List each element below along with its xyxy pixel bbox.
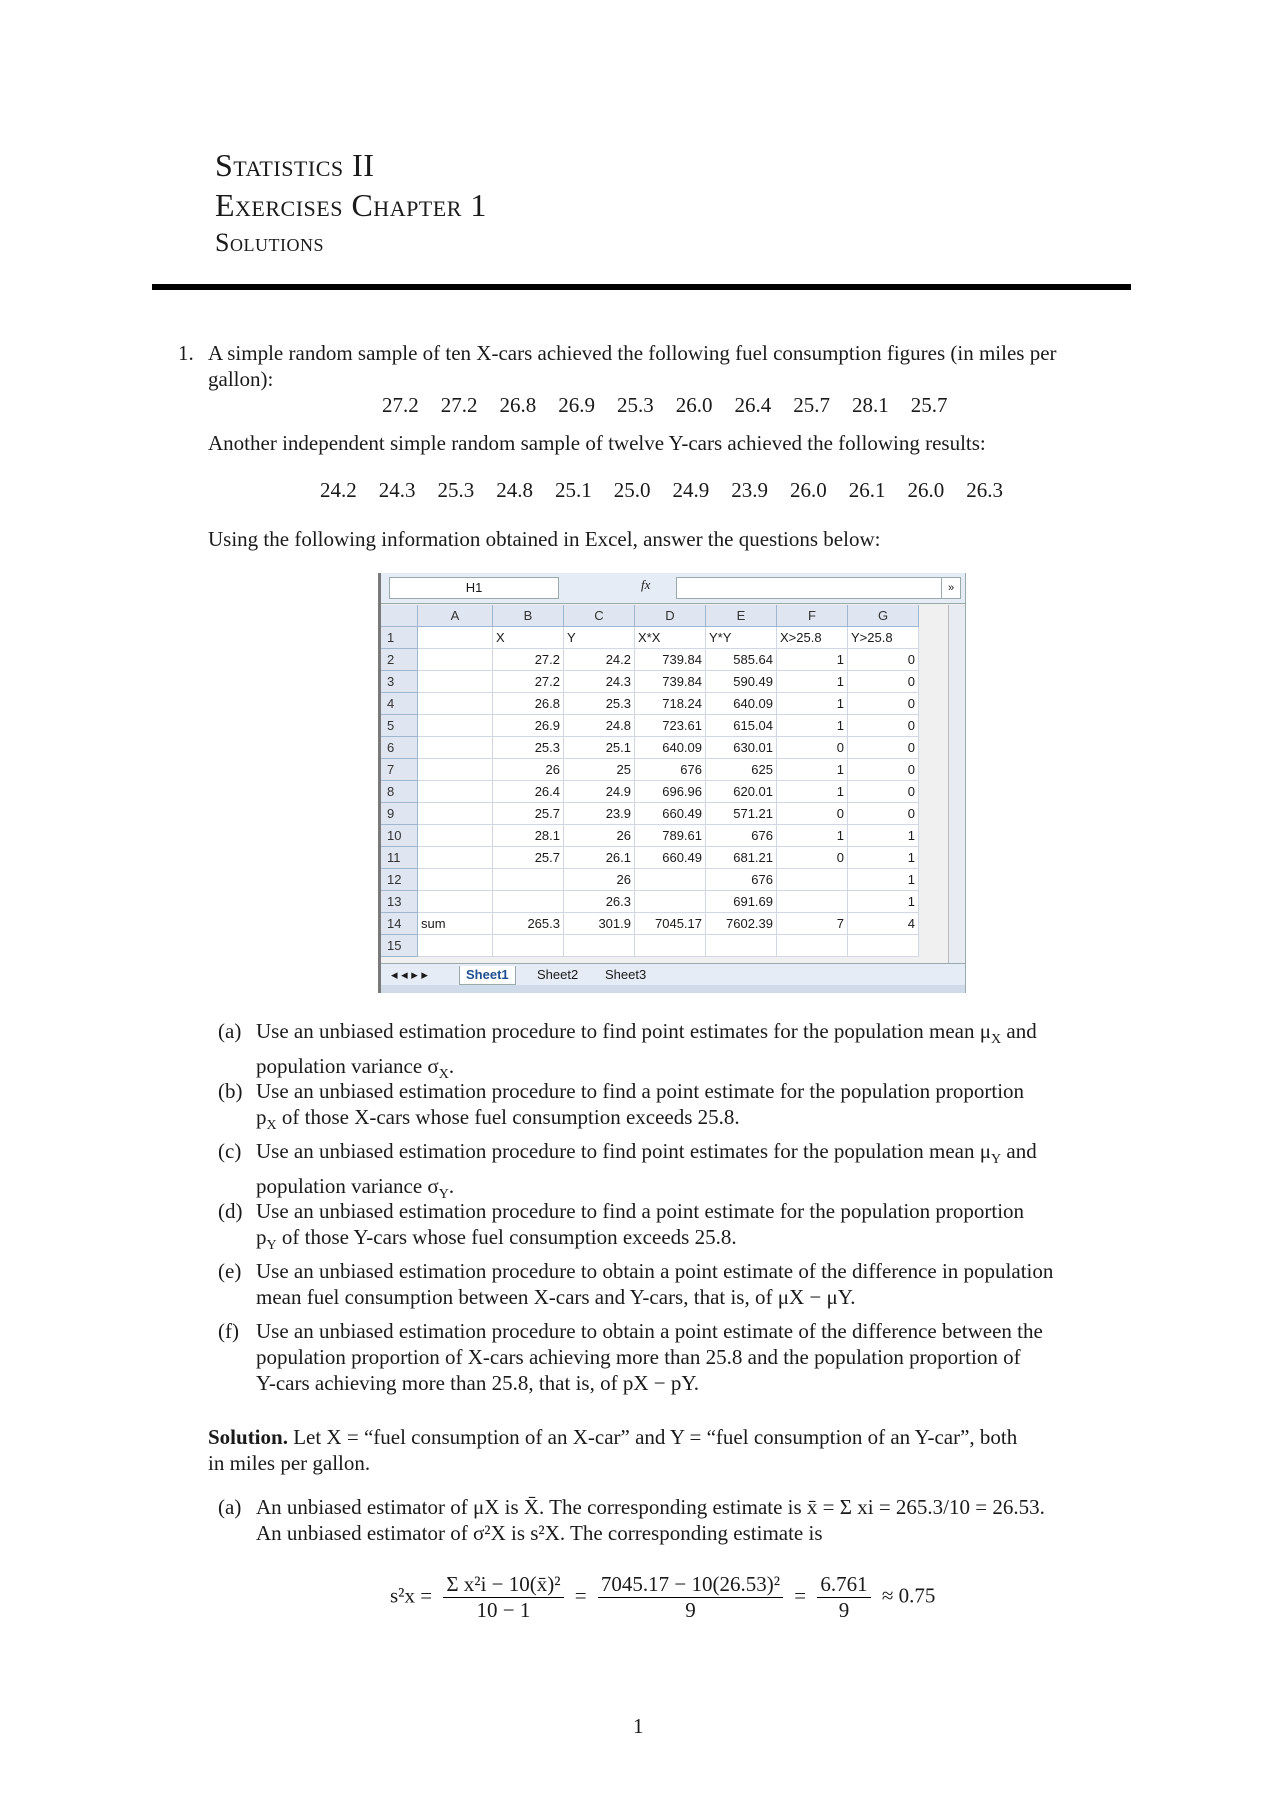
question-line1: Use an unbiased estimation procedure to obtain a point estimate of the difference between the xyxy=(256,1319,1043,1343)
value-cell: 25.1 xyxy=(555,478,592,502)
cell-b8[interactable]: 26.4 xyxy=(493,781,564,803)
question-label: (c) xyxy=(218,1139,242,1163)
name-box[interactable]: H1 xyxy=(389,577,559,599)
cell-g12[interactable]: 1 xyxy=(848,869,919,891)
cell-a4[interactable] xyxy=(418,693,493,715)
cell-c9[interactable]: 23.9 xyxy=(564,803,635,825)
solution-a-line2: An unbiased estimator of σ²X is s²X. The corresponding estimate is xyxy=(256,1521,823,1545)
cell-f4[interactable]: 1 xyxy=(777,693,848,715)
row-header[interactable]: 12 xyxy=(381,869,418,891)
question-line2: population variance σ xyxy=(256,1054,439,1079)
cell-f10[interactable]: 1 xyxy=(777,825,848,847)
row-header[interactable]: 15 xyxy=(381,935,418,957)
question-line3: Y-cars achieving more than 25.8, that is, of pX − pY. xyxy=(256,1371,700,1395)
table-row xyxy=(381,891,919,913)
question-label: (e) xyxy=(218,1259,242,1283)
cell-a9[interactable] xyxy=(418,803,493,825)
question-line1: Use an unbiased estimation procedure to obtain a point estimate of the difference in population xyxy=(256,1259,1054,1283)
eq-lhs: s²x = xyxy=(390,1583,433,1608)
cell-e5[interactable]: 615.04 xyxy=(706,715,777,737)
excel-intro: Using the following information obtained in Excel, answer the questions below: xyxy=(208,527,881,551)
value-cell: 25.3 xyxy=(617,393,654,417)
fx-icon[interactable]: fx xyxy=(641,577,651,592)
table-row xyxy=(381,803,919,825)
value-cell: 27.2 xyxy=(382,393,419,417)
cell-a10[interactable] xyxy=(418,825,493,847)
row-header[interactable]: 7 xyxy=(381,759,418,781)
column-header-g[interactable]: G xyxy=(848,605,919,627)
cell-d2[interactable]: 739.84 xyxy=(635,649,706,671)
chapter-title: Exercises Chapter 1 xyxy=(215,187,487,223)
cell-a15[interactable] xyxy=(418,935,493,957)
expand-formula-icon[interactable]: » xyxy=(941,577,961,599)
cell-e10[interactable]: 676 xyxy=(706,825,777,847)
question-line2-end: . xyxy=(448,1054,455,1079)
value-cell: 26.0 xyxy=(675,393,713,417)
column-header-d[interactable]: D xyxy=(635,605,706,627)
cell-g11[interactable]: 1 xyxy=(848,847,919,869)
subscript: X xyxy=(438,1067,449,1083)
cell-b1[interactable]: X xyxy=(493,627,564,649)
cell-e15[interactable] xyxy=(706,935,777,957)
cell-d13[interactable] xyxy=(635,891,706,913)
cell-f2[interactable]: 1 xyxy=(777,649,848,671)
cell-c2[interactable]: 24.2 xyxy=(564,649,635,671)
cell-d1[interactable]: X*X xyxy=(635,627,706,649)
cell-b7[interactable]: 26 xyxy=(493,759,564,781)
question-label: (b) xyxy=(218,1079,243,1103)
cell-c3[interactable]: 24.3 xyxy=(564,671,635,693)
cell-g2[interactable]: 0 xyxy=(848,649,919,671)
cell-f1[interactable]: X>25.8 xyxy=(777,627,848,649)
cell-e12[interactable]: 676 xyxy=(706,869,777,891)
value-cell: 24.3 xyxy=(378,478,416,502)
column-header-c[interactable]: C xyxy=(564,605,635,627)
cell-b6[interactable]: 25.3 xyxy=(493,737,564,759)
cell-g13[interactable]: 1 xyxy=(848,891,919,913)
table-row xyxy=(381,737,919,759)
cell-c5[interactable]: 24.8 xyxy=(564,715,635,737)
solution-line2: in miles per gallon. xyxy=(208,1451,371,1475)
select-all-corner[interactable] xyxy=(381,605,418,627)
cell-f8[interactable]: 1 xyxy=(777,781,848,803)
cell-g8[interactable]: 0 xyxy=(848,781,919,803)
row-header[interactable]: 9 xyxy=(381,803,418,825)
table-row xyxy=(381,649,919,671)
cell-c7[interactable]: 25 xyxy=(564,759,635,781)
cell-b14[interactable]: 265.3 xyxy=(493,913,564,935)
value-cell: 24.9 xyxy=(672,478,710,502)
cell-b11[interactable]: 25.7 xyxy=(493,847,564,869)
question-line2-end: . xyxy=(448,1174,455,1199)
subscript: Y xyxy=(991,1152,1002,1168)
column-header-b[interactable]: B xyxy=(493,605,564,627)
x-values-row xyxy=(382,393,970,418)
value-cell: 24.2 xyxy=(320,478,357,502)
cell-e13[interactable]: 691.69 xyxy=(706,891,777,913)
cell-b5[interactable]: 26.9 xyxy=(493,715,564,737)
value-cell: 24.8 xyxy=(496,478,533,502)
question-line2: population variance σ xyxy=(256,1174,439,1199)
cell-g14[interactable]: 4 xyxy=(848,913,919,935)
page-number: 1 xyxy=(633,1714,644,1738)
cell-c15[interactable] xyxy=(564,935,635,957)
question-line2: p xyxy=(256,1225,267,1249)
cell-a12[interactable] xyxy=(418,869,493,891)
row-header[interactable]: 13 xyxy=(381,891,418,913)
cell-g3[interactable]: 0 xyxy=(848,671,919,693)
column-header-e[interactable]: E xyxy=(706,605,777,627)
cell-c6[interactable]: 25.1 xyxy=(564,737,635,759)
cell-d14[interactable]: 7045.17 xyxy=(635,913,706,935)
status-bar xyxy=(381,985,965,993)
cell-e2[interactable]: 585.64 xyxy=(706,649,777,671)
question-line2: population proportion of X-cars achieving more than 25.8 and the population proportion of xyxy=(256,1345,1021,1369)
question-line2: mean fuel consumption between X-cars and Y-cars, that is, of μX − μY. xyxy=(256,1285,856,1309)
row-header[interactable]: 2 xyxy=(381,649,418,671)
row-header[interactable]: 5 xyxy=(381,715,418,737)
question-text xyxy=(256,1078,1136,1139)
cell-b9[interactable]: 25.7 xyxy=(493,803,564,825)
excel-screenshot xyxy=(378,573,966,993)
value-cell: 25.3 xyxy=(437,478,475,502)
cell-b10[interactable]: 28.1 xyxy=(493,825,564,847)
value-cell: 25.7 xyxy=(793,393,830,417)
question-line2-end: of those X-cars whose fuel consumption exceeds 25.8. xyxy=(276,1105,740,1129)
cell-g7[interactable]: 0 xyxy=(848,759,919,781)
cell-d4[interactable]: 718.24 xyxy=(635,693,706,715)
cell-c4[interactable]: 25.3 xyxy=(564,693,635,715)
solution-heading: Solution. xyxy=(208,1425,288,1449)
cell-c10[interactable]: 26 xyxy=(564,825,635,847)
table-row xyxy=(381,847,919,869)
value-cell: 26.1 xyxy=(848,478,886,502)
variance-equation: s²x = $\frac{\text{Σ x²i − 10(x̄)²}}{10 - 1}$ = $\frac{\text{7045.17 − 10(26.53)²}}{9}$ = $\frac{6.761}{9}$ ≈ 0.75 xyxy=(390,1572,936,1622)
question-line1: Use an unbiased estimation procedure to find point estimates for the population mean μ xyxy=(256,1019,991,1043)
tab-sheet3[interactable]: Sheet3 xyxy=(605,967,647,982)
value-cell: 27.2 xyxy=(440,393,478,417)
value-cell: 28.1 xyxy=(852,393,889,417)
cell-a14[interactable]: sum xyxy=(418,913,493,935)
table-row xyxy=(381,759,919,781)
cell-g10[interactable]: 1 xyxy=(848,825,919,847)
cell-d3[interactable]: 739.84 xyxy=(635,671,706,693)
table-row xyxy=(381,715,919,737)
question-text xyxy=(256,1258,1136,1310)
table-row xyxy=(381,913,919,935)
solution-intro xyxy=(208,1424,1138,1451)
cell-a13[interactable] xyxy=(418,891,493,913)
cell-f13[interactable] xyxy=(777,891,848,913)
course-title: Statistics II xyxy=(215,147,375,183)
table-row xyxy=(381,781,919,803)
table-row xyxy=(381,825,919,847)
cell-f5[interactable]: 1 xyxy=(777,715,848,737)
cell-g5[interactable]: 0 xyxy=(848,715,919,737)
row-header[interactable]: 8 xyxy=(381,781,418,803)
value-cell: 26.3 xyxy=(966,478,1003,502)
cell-c8[interactable]: 24.9 xyxy=(564,781,635,803)
row-header[interactable]: 4 xyxy=(381,693,418,715)
vertical-scrollbar[interactable] xyxy=(948,605,965,965)
cell-d7[interactable]: 676 xyxy=(635,759,706,781)
column-header-f[interactable]: F xyxy=(777,605,848,627)
cell-f9[interactable]: 0 xyxy=(777,803,848,825)
question-label: (a) xyxy=(218,1019,242,1043)
exercise-number: 1. xyxy=(178,341,194,365)
table-row xyxy=(381,671,919,693)
cell-f15[interactable] xyxy=(777,935,848,957)
cell-f11[interactable]: 0 xyxy=(777,847,848,869)
eq-frac2: $\frac{\text{7045.17 − 10(26.53)²}}{9}$ xyxy=(598,1572,783,1623)
cell-b3[interactable]: 27.2 xyxy=(493,671,564,693)
cell-a1[interactable] xyxy=(418,627,493,649)
cell-f12[interactable] xyxy=(777,869,848,891)
y-intro: Another independent simple random sample of twelve Y-cars achieved the following results: xyxy=(208,431,986,455)
value-cell: 26.4 xyxy=(734,393,772,417)
cell-d8[interactable]: 696.96 xyxy=(635,781,706,803)
value-cell: 25.7 xyxy=(910,393,948,417)
table-row xyxy=(381,627,919,649)
question-line1: Use an unbiased estimation procedure to find a point estimate for the population proportion xyxy=(256,1199,1025,1223)
row-header[interactable]: 1 xyxy=(381,627,418,649)
cell-e4[interactable]: 640.09 xyxy=(706,693,777,715)
cell-e1[interactable]: Y*Y xyxy=(706,627,777,649)
eq-frac1: $\frac{\text{Σ x²i − 10(x̄)²}}{10 - 1}$ xyxy=(443,1572,563,1623)
y-values-row xyxy=(320,478,1025,503)
value-cell: 26.8 xyxy=(499,393,537,417)
subscript: Y xyxy=(438,1187,449,1203)
cell-e14[interactable]: 7602.39 xyxy=(706,913,777,935)
row-header[interactable]: 3 xyxy=(381,671,418,693)
question-line1-end: and xyxy=(1001,1019,1037,1043)
cell-g1[interactable]: Y>25.8 xyxy=(848,627,919,649)
solution-line1: Let X = “fuel consumption of an X-car” and Y = “fuel consumption of an Y-car”, both xyxy=(287,1425,1018,1449)
solution-a-label: (a) xyxy=(218,1495,242,1519)
subscript: Y xyxy=(266,1238,277,1254)
cell-b4[interactable]: 26.8 xyxy=(493,693,564,715)
question-text xyxy=(256,1198,1136,1259)
tab-sheet1[interactable]: Sheet1 xyxy=(459,966,516,985)
cell-e3[interactable]: 590.49 xyxy=(706,671,777,693)
cell-f6[interactable]: 0 xyxy=(777,737,848,759)
value-cell: 26.0 xyxy=(907,478,945,502)
cell-e8[interactable]: 620.01 xyxy=(706,781,777,803)
cell-a11[interactable] xyxy=(418,847,493,869)
cell-f3[interactable]: 1 xyxy=(777,671,848,693)
title-block xyxy=(215,145,487,261)
formula-bar xyxy=(381,573,965,604)
tab-navigation-arrows[interactable]: ◂ ◂ ▸ ▸ xyxy=(391,967,428,982)
question-line1: Use an unbiased estimation procedure to find a point estimate for the population proportion xyxy=(256,1079,1025,1103)
cell-a3[interactable] xyxy=(418,671,493,693)
cell-d10[interactable]: 789.61 xyxy=(635,825,706,847)
cell-c12[interactable]: 26 xyxy=(564,869,635,891)
cell-b15[interactable] xyxy=(493,935,564,957)
value-cell: 25.0 xyxy=(613,478,651,502)
question-label: (d) xyxy=(218,1199,243,1223)
column-header-a[interactable]: A xyxy=(418,605,493,627)
question-text xyxy=(256,1318,1136,1396)
table-row xyxy=(381,935,919,957)
cell-d6[interactable]: 640.09 xyxy=(635,737,706,759)
row-header[interactable]: 14 xyxy=(381,913,418,935)
table-row xyxy=(381,869,919,891)
cell-a5[interactable] xyxy=(418,715,493,737)
subscript: X xyxy=(266,1118,277,1134)
cell-d9[interactable]: 660.49 xyxy=(635,803,706,825)
cell-a7[interactable] xyxy=(418,759,493,781)
exercise-intro-line2: gallon): xyxy=(208,367,274,391)
row-header[interactable]: 6 xyxy=(381,737,418,759)
row-header[interactable]: 10 xyxy=(381,825,418,847)
cell-f7[interactable]: 1 xyxy=(777,759,848,781)
exercise-intro-line1: A simple random sample of ten X-cars achieved the following fuel consumption figures (in miles per xyxy=(208,341,1057,365)
value-cell: 26.9 xyxy=(558,393,595,417)
cell-d12[interactable] xyxy=(635,869,706,891)
tab-sheet2[interactable]: Sheet2 xyxy=(537,967,579,982)
cell-d5[interactable]: 723.61 xyxy=(635,715,706,737)
formula-input[interactable] xyxy=(676,577,943,599)
cell-d15[interactable] xyxy=(635,935,706,957)
cell-d11[interactable]: 660.49 xyxy=(635,847,706,869)
value-cell: 26.0 xyxy=(790,478,827,502)
question-line2: p xyxy=(256,1105,267,1129)
value-cell: 23.9 xyxy=(731,478,768,502)
sheet-tabs xyxy=(381,963,965,986)
cell-c11[interactable]: 26.1 xyxy=(564,847,635,869)
question-line2-end: of those Y-cars whose fuel consumption exceeds 25.8. xyxy=(276,1225,737,1249)
cell-e7[interactable]: 625 xyxy=(706,759,777,781)
cell-e6[interactable]: 630.01 xyxy=(706,737,777,759)
cell-g4[interactable]: 0 xyxy=(848,693,919,715)
eq-frac3: $\frac{6.761}{9}$ xyxy=(817,1572,870,1623)
cell-g15[interactable] xyxy=(848,935,919,957)
cell-c1[interactable]: Y xyxy=(564,627,635,649)
spreadsheet-grid xyxy=(381,605,919,957)
subtitle: Solutions xyxy=(215,228,324,257)
cell-a6[interactable] xyxy=(418,737,493,759)
cell-f14[interactable]: 7 xyxy=(777,913,848,935)
cell-a8[interactable] xyxy=(418,781,493,803)
cell-b13[interactable] xyxy=(493,891,564,913)
cell-g9[interactable]: 0 xyxy=(848,803,919,825)
cell-e11[interactable]: 681.21 xyxy=(706,847,777,869)
cell-c14[interactable]: 301.9 xyxy=(564,913,635,935)
table-row xyxy=(381,693,919,715)
cell-b12[interactable] xyxy=(493,869,564,891)
eq-result: ≈ 0.75 xyxy=(881,1583,936,1608)
question-line1: Use an unbiased estimation procedure to find point estimates for the population mean μ xyxy=(256,1139,991,1163)
question-label: (f) xyxy=(218,1319,239,1343)
row-header[interactable]: 11 xyxy=(381,847,418,869)
question-line1-end: and xyxy=(1001,1139,1037,1163)
cell-c13[interactable]: 26.3 xyxy=(564,891,635,913)
subscript: X xyxy=(991,1032,1002,1048)
cell-a2[interactable] xyxy=(418,649,493,671)
cell-e9[interactable]: 571.21 xyxy=(706,803,777,825)
solution-a-line1: An unbiased estimator of μX is X̄. The corresponding estimate is x̄ = Σ xi = 265.3/10 = 26.53. xyxy=(256,1495,1045,1519)
cell-g6[interactable]: 0 xyxy=(848,737,919,759)
cell-b2[interactable]: 27.2 xyxy=(493,649,564,671)
title-rule xyxy=(152,284,1131,290)
